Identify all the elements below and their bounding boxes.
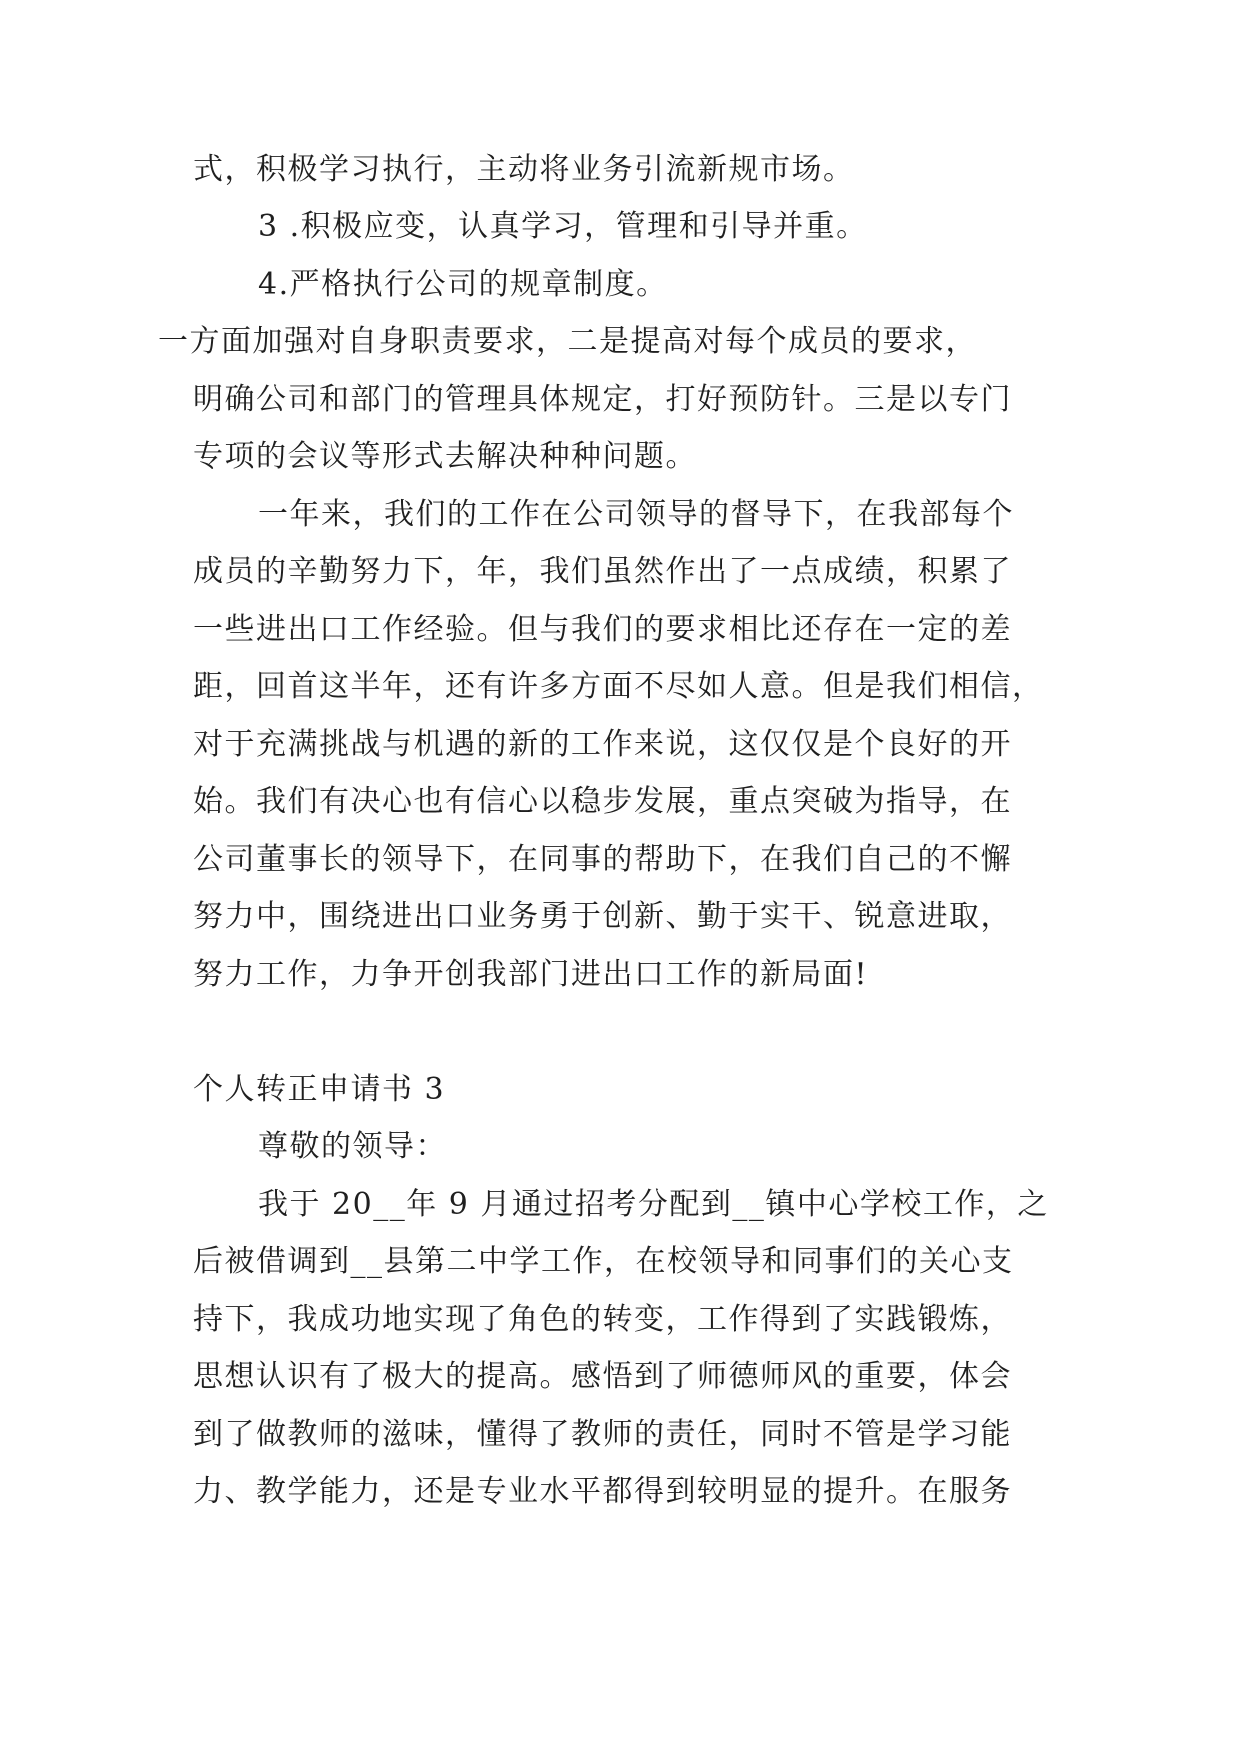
paragraph-line: 一些进出口工作经验。但与我们的要求相比还存在一定的差 (193, 612, 1012, 647)
section-heading: 个人转正申请书 3 (193, 1072, 446, 1107)
paragraph-line: 一方面加强对自身职责要求，二是提高对每个成员的要求， (158, 324, 977, 359)
paragraph-line: 力、教学能力，还是专业水平都得到较明显的提升。在服务 (193, 1474, 1012, 1509)
list-item-4: 4.严格执行公司的规章制度。 (258, 267, 668, 302)
salutation: 尊敬的领导： (258, 1129, 447, 1164)
paragraph-line: 始。我们有决心也有信心以稳步发展，重点突破为指导，在 (193, 784, 1012, 819)
paragraph-line: 后被借调到__县第二中学工作，在校领导和同事们的关心支 (193, 1244, 1014, 1279)
paragraph-line: 思想认识有了极大的提高。感悟到了师德师风的重要，体会 (193, 1359, 1012, 1394)
paragraph-line: 持下，我成功地实现了角色的转变，工作得到了实践锻炼， (193, 1302, 1012, 1337)
paragraph-line: 式，积极学习执行，主动将业务引流新规市场。 (193, 152, 855, 187)
paragraph-line: 对于充满挑战与机遇的新的工作来说，这仅仅是个良好的开 (193, 727, 1012, 762)
paragraph-line: 努力中，围绕进出口业务勇于创新、勤于实干、锐意进取， (193, 899, 1012, 934)
paragraph-line: 努力工作，力争开创我部门进出口工作的新局面! (193, 957, 869, 992)
paragraph-line: 专项的会议等形式去解决种种问题。 (193, 439, 697, 474)
paragraph-line: 成员的辛勤努力下，年，我们虽然作出了一点成绩，积累了 (193, 554, 1012, 589)
paragraph-line: 明确公司和部门的管理具体规定，打好预防针。三是以专门 (193, 382, 1012, 417)
list-item-3: 3 .积极应变，认真学习，管理和引导并重。 (258, 209, 868, 244)
paragraph-line: 到了做教师的滋味，懂得了教师的责任，同时不管是学习能 (193, 1417, 1012, 1452)
paragraph-line: 距，回首这半年，还有许多方面不尽如人意。但是我们相信， (193, 669, 1044, 704)
paragraph-line: 一年来，我们的工作在公司领导的督导下，在我部每个 (258, 497, 1014, 532)
paragraph-line: 我于 20__年 9 月通过招考分配到__镇中心学校工作，之 (258, 1187, 1049, 1222)
paragraph-line: 公司董事长的领导下，在同事的帮助下，在我们自己的不懈 (193, 842, 1012, 877)
